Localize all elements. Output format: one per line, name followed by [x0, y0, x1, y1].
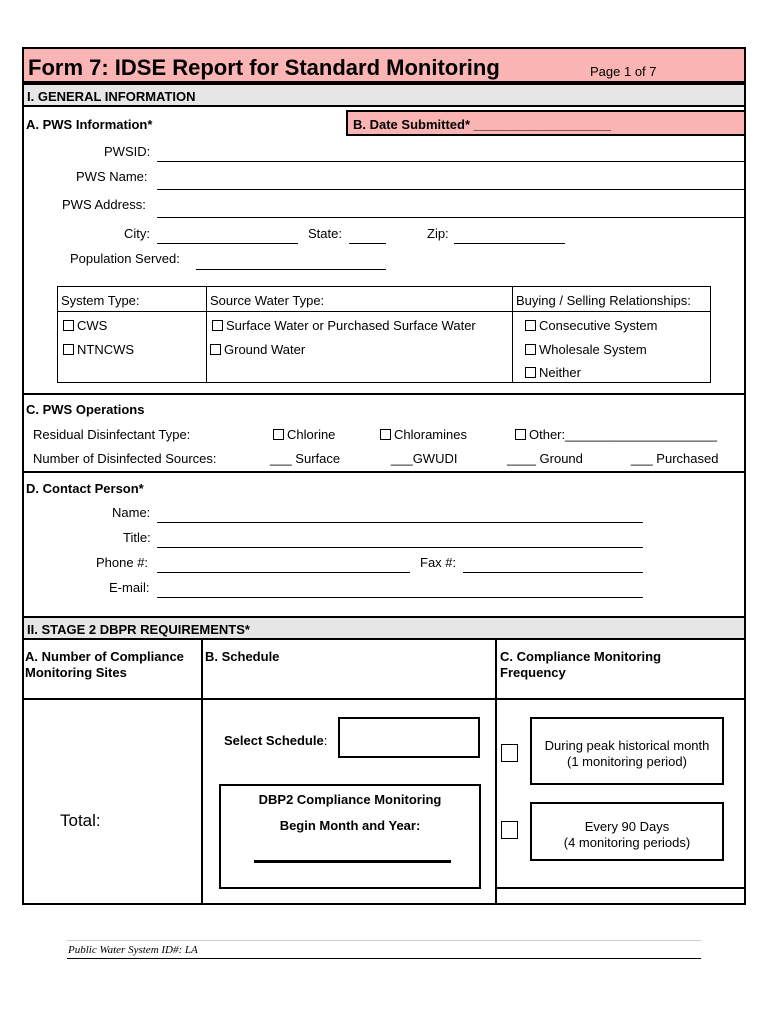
- population-field[interactable]: [196, 269, 386, 270]
- state-label: State:: [308, 226, 342, 241]
- state-field[interactable]: [349, 243, 386, 244]
- checkbox-icon[interactable]: [525, 367, 536, 378]
- purchased-count[interactable]: ___ Purchased: [631, 451, 719, 466]
- system-type-header: System Type:: [61, 293, 140, 308]
- wholesale-option[interactable]: Wholesale System: [525, 342, 647, 357]
- name-label: Name:: [112, 505, 151, 520]
- email-field[interactable]: [157, 597, 643, 598]
- checkbox-icon[interactable]: [63, 344, 74, 355]
- section-2-heading: II. STAGE 2 DBPR REQUIREMENTS*: [22, 616, 746, 640]
- surface-water-option[interactable]: Surface Water or Purchased Surface Water: [212, 318, 476, 333]
- col-a-header: A. Number of Compliance Monitoring Sites: [25, 649, 184, 680]
- population-label: Population Served:: [70, 251, 180, 266]
- divider: [22, 698, 746, 700]
- other-option[interactable]: Other:_____________________: [515, 427, 717, 442]
- ground-count[interactable]: ____ Ground: [507, 451, 583, 466]
- total-label: Total:: [60, 811, 101, 830]
- begin-month-box: [219, 784, 481, 889]
- email-label: E-mail:: [109, 580, 150, 595]
- pws-address-label: PWS Address:: [62, 197, 146, 212]
- title-bar: [22, 47, 746, 83]
- dbp2-label: DBP2 Compliance Monitoring: [258, 792, 442, 807]
- neither-option[interactable]: Neither: [525, 365, 581, 380]
- consecutive-option[interactable]: Consecutive System: [525, 318, 658, 333]
- city-label: City:: [124, 226, 150, 241]
- contact-person-label: D. Contact Person*: [26, 481, 144, 496]
- col-divider-2: [495, 640, 497, 905]
- checkbox-icon[interactable]: [63, 320, 74, 331]
- col-divider-1: [201, 640, 203, 905]
- surface-count[interactable]: ___ Surface: [270, 451, 341, 466]
- col-b-header: B. Schedule: [205, 649, 280, 664]
- begin-month-field[interactable]: [254, 860, 451, 863]
- peak-month-line1: During peak historical month: [544, 738, 710, 753]
- divider: [495, 887, 746, 889]
- ntncws-option[interactable]: NTNCWS: [63, 342, 134, 357]
- system-table-divider: [57, 311, 711, 312]
- date-submitted-box: [346, 110, 746, 136]
- peak-month-box: [530, 717, 724, 785]
- pws-operations-label: C. PWS Operations: [26, 402, 145, 417]
- fax-field[interactable]: [463, 572, 643, 573]
- checkbox-icon[interactable]: [210, 344, 221, 355]
- system-table-col1: [206, 286, 207, 383]
- checkbox-icon[interactable]: [515, 429, 526, 440]
- fax-label: Fax #:: [420, 555, 457, 570]
- date-submitted-label: B. Date Submitted* ___________________: [353, 117, 611, 132]
- chloramines-option[interactable]: Chloramines: [380, 427, 467, 442]
- relationships-header: Buying / Selling Relationships:: [516, 293, 691, 308]
- form-title: Form 7: IDSE Report for Standard Monitoring: [28, 55, 500, 80]
- cws-option[interactable]: CWS: [63, 318, 107, 333]
- select-schedule-label: Select Schedule:: [224, 733, 328, 748]
- section-1-heading: I. GENERAL INFORMATION: [22, 83, 746, 107]
- num-sources-label: Number of Disinfected Sources:: [33, 451, 217, 466]
- pwsid-field[interactable]: [157, 161, 746, 162]
- footer-text: Public Water System ID#: LA: [68, 944, 198, 956]
- begin-month-label: Begin Month and Year:: [279, 818, 421, 833]
- pws-address-field[interactable]: [157, 217, 746, 218]
- ground-water-option[interactable]: Ground Water: [210, 342, 305, 357]
- gwudi-count[interactable]: ___GWUDI: [391, 451, 458, 466]
- title-field[interactable]: [157, 547, 643, 548]
- pws-name-label: PWS Name:: [76, 169, 148, 184]
- every-90-days-line2: (4 monitoring periods): [563, 835, 691, 850]
- phone-field[interactable]: [157, 572, 410, 573]
- checkbox-icon[interactable]: [212, 320, 223, 331]
- page-indicator: Page 1 of 7: [590, 64, 657, 79]
- pwsid-label: PWSID:: [104, 144, 151, 159]
- peak-month-checkbox[interactable]: [501, 744, 518, 762]
- residual-label: Residual Disinfectant Type:: [33, 427, 191, 442]
- pws-info-label: A. PWS Information*: [26, 117, 153, 132]
- every-90-days-box: [530, 802, 724, 861]
- zip-field[interactable]: [454, 243, 565, 244]
- pws-name-field[interactable]: [157, 189, 746, 190]
- col-c-header: C. Compliance Monitoring Frequency: [500, 649, 662, 680]
- city-field[interactable]: [157, 243, 298, 244]
- checkbox-icon[interactable]: [525, 344, 536, 355]
- checkbox-icon[interactable]: [525, 320, 536, 331]
- checkbox-icon[interactable]: [273, 429, 284, 440]
- system-table-col2: [512, 286, 513, 383]
- divider: [22, 471, 746, 473]
- peak-month-line2: (1 monitoring period): [567, 754, 687, 769]
- every-90-days-line1: Every 90 Days: [584, 819, 670, 834]
- phone-label: Phone #:: [96, 555, 149, 570]
- checkbox-icon[interactable]: [380, 429, 391, 440]
- footer-rule: [67, 958, 701, 959]
- source-water-header: Source Water Type:: [210, 293, 325, 308]
- name-field[interactable]: [157, 522, 643, 523]
- zip-label: Zip:: [427, 226, 449, 241]
- title-label: Title:: [123, 530, 151, 545]
- divider: [22, 393, 746, 395]
- footer-rule-top: [67, 940, 701, 941]
- chlorine-option[interactable]: Chlorine: [273, 427, 335, 442]
- every-90-days-checkbox[interactable]: [501, 821, 518, 839]
- schedule-select[interactable]: [338, 717, 480, 758]
